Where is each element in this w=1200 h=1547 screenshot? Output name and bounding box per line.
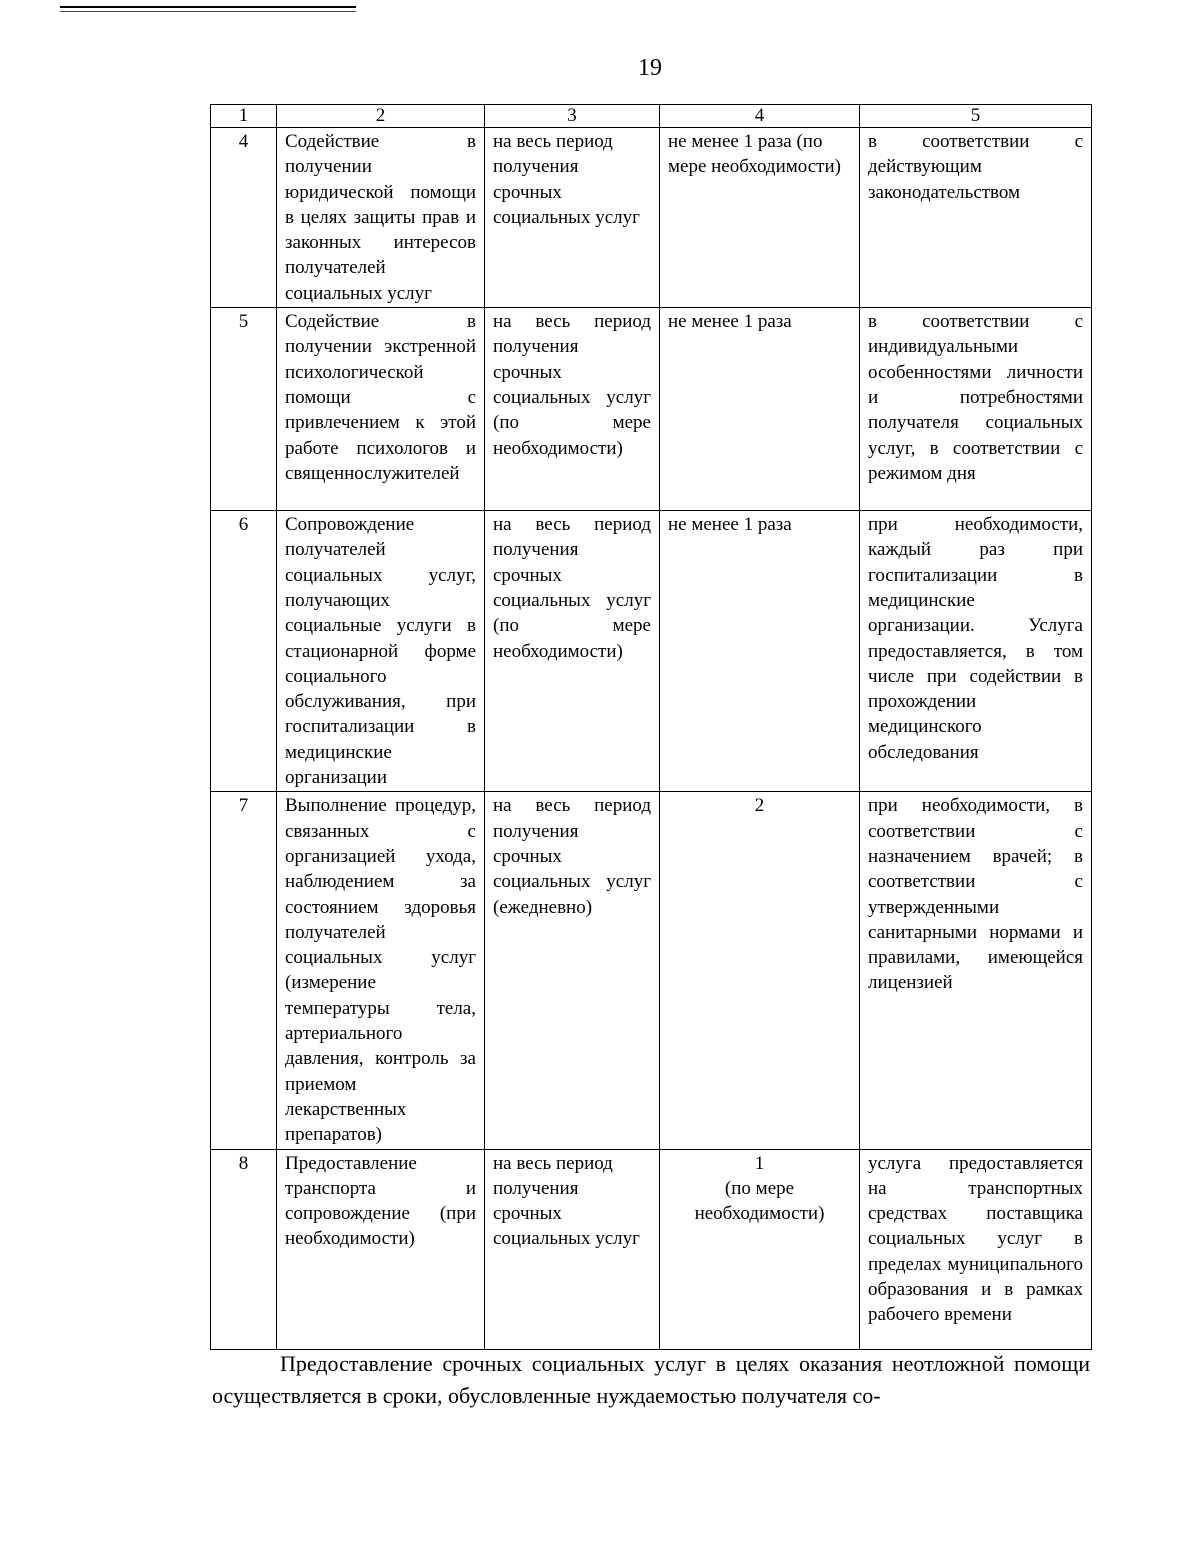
service-quantity: 2: [660, 792, 860, 1149]
page-number: 19: [638, 55, 662, 81]
column-header: 4: [660, 105, 860, 128]
service-period: на весь период получения срочных социальных услуг (по мере необходимости): [485, 511, 660, 792]
service-name: Выполнение процедур, связанных с организацией ухода, наблюдением за состоянием здоровья получателей социальных услуг (измерение температуры тела, артериального давления, контроль за приемом лекарственных препаратов): [277, 792, 485, 1149]
quantity-note: (по мере необходимости): [694, 1177, 825, 1225]
service-conditions: в соответствии с индивидуальными особенностями личности и потребностями получателя социальных услуг, в соответствии с режимом дня: [860, 308, 1092, 511]
header-rule: [60, 6, 356, 8]
table-row: [211, 792, 1092, 1149]
service-conditions: при необходимости, в соответствии с назначением врачей; в соответствии с утвержденными санитарными нормами и правилами, имеющейся лицензией: [860, 792, 1092, 1149]
footer-paragraph: Предоставление срочных социальных услуг в целях оказания неотложной помощи осуществляется в сроки, обусловленные нуждаемостью получателя со-: [212, 1351, 1090, 1408]
table-row: [211, 511, 1092, 792]
service-conditions: при необходимости, каждый раз при госпитализации в медицинские организации. Услуга предоставляется, в том числе при содействии в прохождении медицинского обследования: [860, 511, 1092, 792]
service-period: на весь период получения срочных социальных услуг: [485, 1149, 660, 1349]
table-header-row: [211, 105, 1092, 128]
service-conditions: в соответствии с действующим законодательством: [860, 128, 1092, 308]
service-conditions: услуга предоставляется на транспортных средствах поставщика социальных услуг в пределах муниципального образования и в рамках рабочего времени: [860, 1149, 1092, 1349]
table-row: [211, 308, 1092, 511]
column-header: 2: [277, 105, 485, 128]
row-number: 8: [211, 1149, 277, 1349]
row-number: 5: [211, 308, 277, 511]
service-name: Содействие в получении экстренной психологической помощи с привлечением к этой работе психологов и священнослужителей: [277, 308, 485, 511]
table-row: [211, 1149, 1092, 1349]
row-number: 7: [211, 792, 277, 1149]
service-quantity: не менее 1 раза: [660, 511, 860, 792]
column-header: 3: [485, 105, 660, 128]
services-table: [210, 104, 1092, 1350]
service-name: Сопровождение получателей социальных услуг, получающих социальные услуги в стационарной форме социального обслуживания, при госпитализации в медицинские организации: [277, 511, 485, 792]
service-name: Предоставление транспорта и сопровождение (при необходимости): [277, 1149, 485, 1349]
column-header: 1: [211, 105, 277, 128]
row-number: 6: [211, 511, 277, 792]
service-quantity: [660, 1149, 860, 1349]
service-period: на весь период получения срочных социальных услуг: [485, 128, 660, 308]
column-header: 5: [860, 105, 1092, 128]
quantity-value: 1: [754, 1152, 765, 1174]
service-period: на весь период получения срочных социальных услуг (ежедневно): [485, 792, 660, 1149]
header-rule-thin: [60, 11, 356, 12]
service-name: Содействие в получении юридической помощи в целях защиты прав и законных интересов получателей социальных услуг: [277, 128, 485, 308]
service-period: на весь период получения срочных социальных услуг (по мере необходимости): [485, 308, 660, 511]
row-number: 4: [211, 128, 277, 308]
service-quantity: не менее 1 раза: [660, 308, 860, 511]
table-row: [211, 128, 1092, 308]
service-quantity: не менее 1 раза (по мере необходимости): [660, 128, 860, 308]
